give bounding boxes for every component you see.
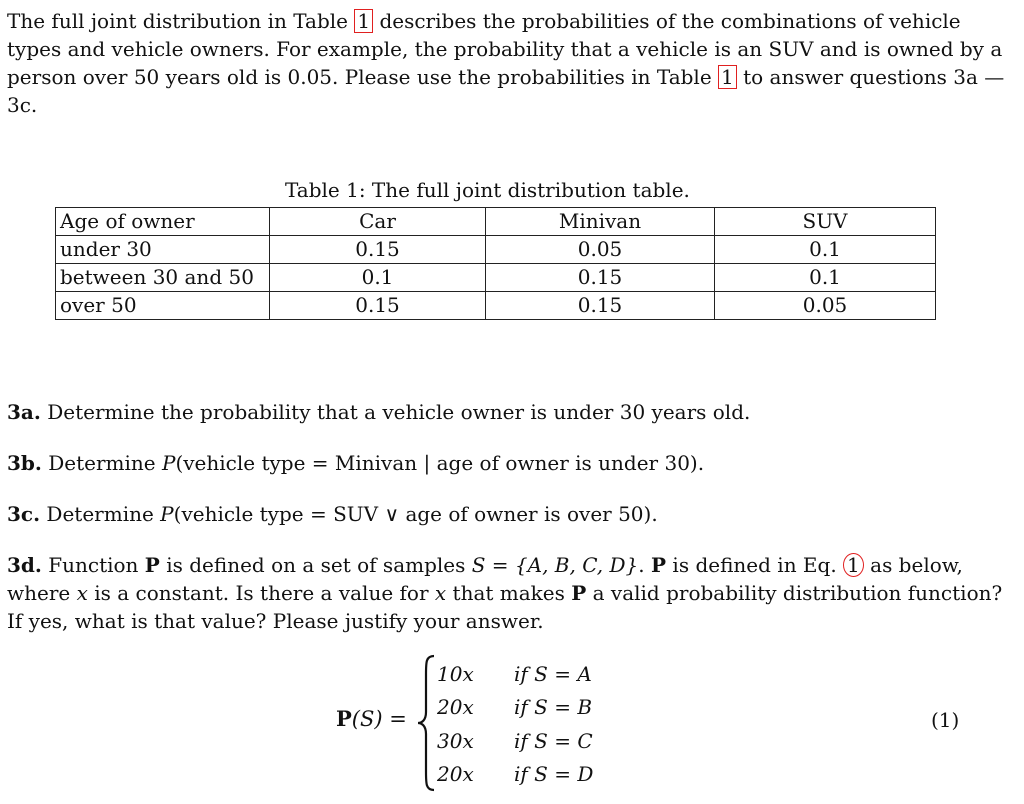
probability-symbol: P [160, 502, 174, 526]
question-label: 3c. [7, 502, 41, 526]
table-header-row [56, 208, 936, 236]
intro-text-2: describes the probabilities of the combinations of vehicle types and vehicle owners. For example, the probability that a vehicle is an SUV and is owned by a person over 50 years old is 0.05. Please use the probabilities in Table [7, 9, 1003, 89]
sample-set: S = {A, B, C, D} [471, 553, 639, 577]
question-3b [7, 449, 704, 477]
table-cell: under 30 [56, 236, 270, 264]
question-text: Determine [41, 451, 162, 475]
equation-ref-link[interactable]: 1 [843, 553, 864, 577]
table-cell: 0.1 [715, 236, 936, 264]
question-text: a valid probability distribution function? If yes, what is that value? Please justify your answer. [7, 581, 1003, 633]
equation-number: (1) [931, 708, 960, 732]
table-row [56, 236, 936, 264]
variable-x: x [434, 581, 447, 605]
case-condition: if S = D [514, 762, 594, 786]
table-header-cell: Car [270, 208, 486, 236]
table-header-cell: Minivan [486, 208, 715, 236]
equation-lhs [336, 706, 407, 731]
table-cell: 0.05 [715, 292, 936, 320]
question-label: 3d. [7, 553, 42, 577]
table-cell: 0.05 [486, 236, 715, 264]
function-symbol: P [571, 581, 587, 605]
question-label: 3a. [7, 400, 41, 424]
question-3a [7, 398, 750, 426]
table-cell: 0.15 [270, 292, 486, 320]
table-ref-link[interactable]: 1 [354, 9, 373, 33]
question-text: Determine [40, 502, 161, 526]
table-cell: between 30 and 50 [56, 264, 270, 292]
function-symbol: P [336, 706, 352, 731]
table-cell: 0.1 [715, 264, 936, 292]
function-symbol: P [144, 553, 160, 577]
function-symbol: P [651, 553, 667, 577]
table-header-cell: SUV [715, 208, 936, 236]
case-condition: if S = B [514, 695, 593, 719]
question-text: is defined on a set of samples [159, 553, 472, 577]
table-cell: 0.15 [486, 264, 715, 292]
table-header-cell: Age of owner [56, 208, 270, 236]
question-expression: (vehicle type = SUV ∨ age of owner is over 50). [173, 502, 658, 526]
question-3c [7, 500, 658, 528]
table-cell: over 50 [56, 292, 270, 320]
question-text: Function [41, 553, 145, 577]
variable-x: x [76, 581, 88, 605]
left-brace-icon [416, 654, 436, 792]
table-row [56, 264, 936, 292]
question-text: as below, where [7, 553, 963, 605]
intro-text-1: The full joint distribution in Table [7, 9, 355, 33]
question-text: . [638, 553, 652, 577]
question-text: Determine the probability that a vehicle owner is under 30 years old. [40, 400, 751, 424]
case-value: 30x [437, 729, 474, 753]
equation-block [0, 650, 1024, 800]
question-text: is defined in Eq. [666, 553, 844, 577]
joint-distribution-table [55, 207, 936, 320]
question-expression: (vehicle type = Minivan | age of owner is under 30). [175, 451, 705, 475]
question-3d [7, 551, 1012, 635]
table-cell: 0.15 [486, 292, 715, 320]
probability-symbol: P [161, 451, 176, 475]
question-text: is a constant. Is there a value for [87, 581, 435, 605]
table-row [56, 292, 936, 320]
case-condition: if S = C [514, 729, 593, 753]
intro-paragraph [7, 7, 1007, 119]
table-cell: 0.15 [270, 236, 486, 264]
question-label: 3b. [7, 451, 42, 475]
table-caption: Table 1: The full joint distribution table. [285, 178, 690, 202]
case-condition: if S = A [514, 662, 592, 686]
case-value: 20x [437, 695, 474, 719]
case-value: 20x [437, 762, 474, 786]
question-text: that makes [446, 581, 572, 605]
table-ref-link[interactable]: 1 [718, 65, 737, 89]
equation-lhs-text: (S) = [351, 707, 407, 731]
table-cell: 0.1 [270, 264, 486, 292]
case-value: 10x [437, 662, 474, 686]
intro-text-3: to answer questions 3a — 3c. [7, 65, 1005, 117]
